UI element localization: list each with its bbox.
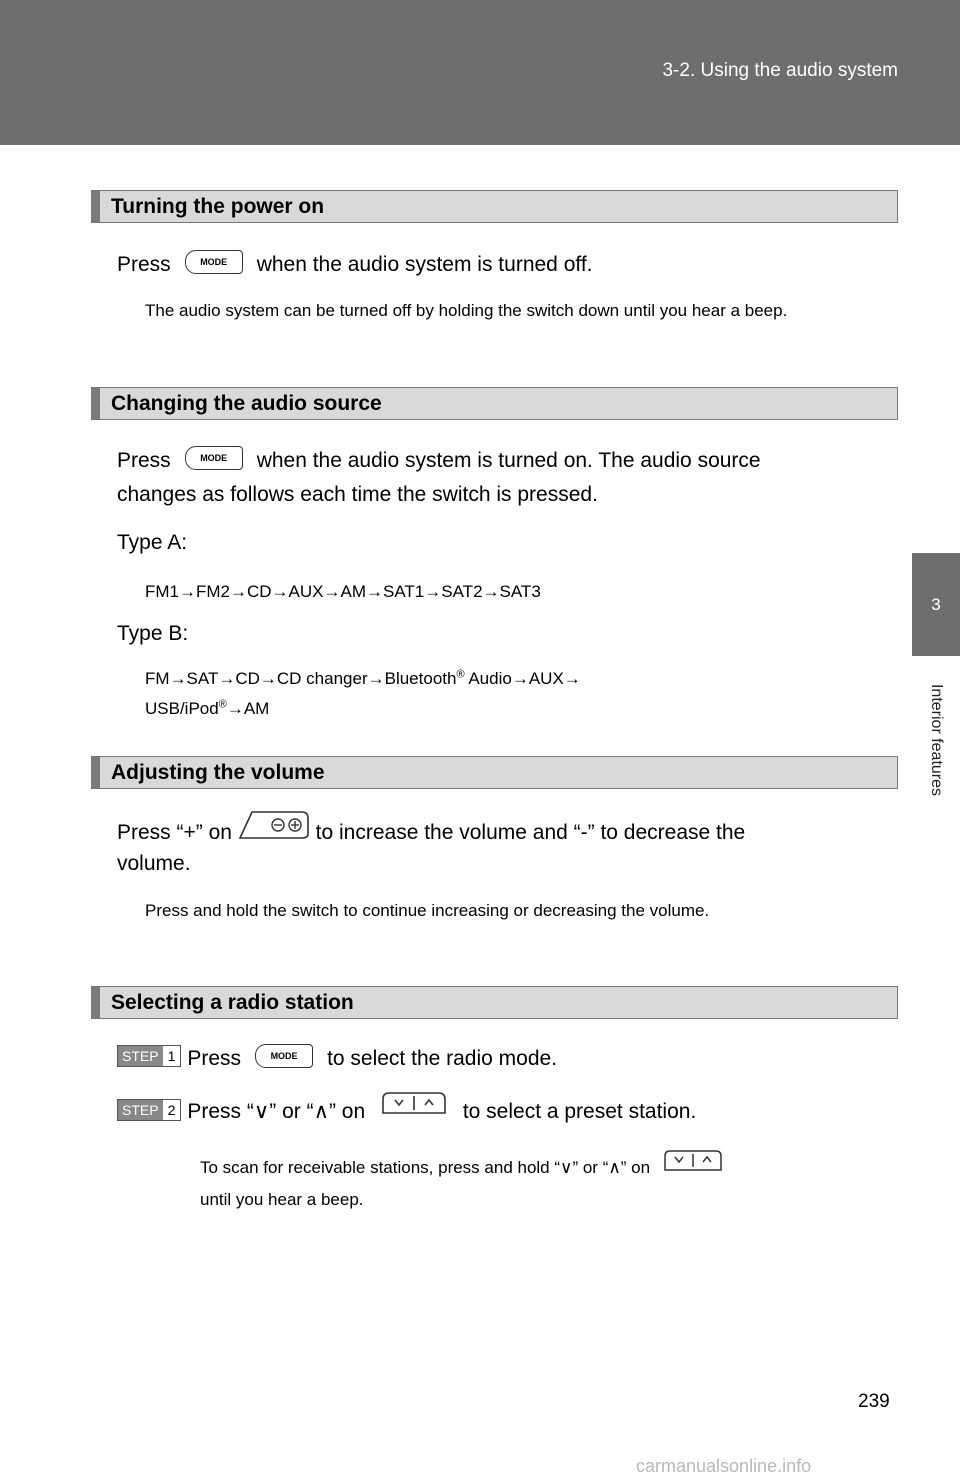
header-title: 3-2. Using the audio system — [662, 60, 898, 81]
page-number: 239 — [858, 1391, 890, 1412]
radio-note-line2: until you hear a beep. — [200, 1190, 364, 1209]
section-heading-volume: Adjusting the volume — [91, 756, 898, 789]
type-b-sequence-line1 — [145, 665, 581, 693]
source-instruction-line2: changes as follows each time the switch is pressed. — [117, 483, 598, 506]
chapter-label-text: Interior features — [928, 683, 945, 797]
text-fragment: Press “+” on — [117, 821, 232, 845]
step-label: STEP — [118, 1046, 163, 1066]
text-fragment: when the audio system is turned off. — [256, 253, 593, 276]
volume-instruction-line2: volume. — [117, 852, 191, 875]
mode-button-icon: MODE — [185, 250, 243, 274]
type-a-sequence: FM1→FM2→CD→AUX→AM→SAT1→SAT2→SAT3 — [145, 582, 541, 601]
chapter-number: 3 — [931, 594, 941, 614]
volume-note: Press and hold the switch to continue increasing or decreasing the volume. — [145, 901, 710, 920]
text-fragment: to select the radio mode. — [327, 1047, 558, 1070]
radio-note-line1 — [200, 1152, 723, 1185]
chapter-tab — [912, 553, 960, 656]
text-fragment: FM→SAT→CD→CD changer→Bluetooth — [145, 669, 457, 688]
mode-button-icon: MODE — [185, 446, 243, 470]
page-header — [0, 0, 960, 145]
registered-mark: ® — [456, 668, 465, 681]
text-fragment: Press “∨” or “∧” on — [187, 1100, 366, 1124]
section-heading-radio: Selecting a radio station — [91, 986, 898, 1019]
step-label: STEP — [118, 1100, 163, 1120]
power-note: The audio system can be turned off by holding the switch down until you hear a beep. — [145, 301, 788, 320]
text-fragment: →AM — [226, 699, 270, 718]
type-b-label: Type B: — [117, 622, 189, 645]
volume-instruction-line1 — [117, 813, 893, 854]
section-heading-power: Turning the power on — [91, 190, 898, 223]
source-instruction-line1 — [117, 444, 761, 478]
watermark: carmanualsonline.info — [636, 1456, 812, 1476]
mode-button-icon: MODE — [255, 1044, 313, 1068]
text-fragment: Press — [187, 1047, 242, 1070]
power-instruction — [117, 248, 593, 282]
text-fragment: USB/iPod — [145, 699, 219, 718]
type-b-sequence-line2 — [145, 695, 269, 723]
volume-switch-icon — [238, 810, 310, 851]
text-fragment: To scan for receivable stations, press and hold “∨” or “∧” on — [200, 1157, 651, 1177]
step-number: 1 — [163, 1046, 181, 1066]
type-a-label: Type A: — [117, 531, 188, 554]
seek-switch-icon — [663, 1149, 723, 1182]
text-fragment: to increase the volume and “-” to decrease the — [315, 821, 746, 845]
step-2 — [117, 1094, 696, 1131]
text-fragment: Press — [117, 253, 171, 276]
step-number: 2 — [163, 1100, 181, 1120]
seek-switch-icon — [381, 1091, 447, 1128]
step-1 — [117, 1042, 557, 1076]
text-fragment: to select a preset station. — [462, 1100, 697, 1124]
step-badge — [117, 1099, 181, 1121]
text-fragment: when the audio system is turned on. The audio source — [256, 449, 761, 472]
step-badge — [117, 1045, 181, 1067]
text-fragment: Audio→AUX→ — [464, 669, 581, 688]
section-heading-source: Changing the audio source — [91, 387, 898, 420]
text-fragment: Press — [117, 449, 171, 472]
registered-mark: ® — [218, 698, 227, 711]
